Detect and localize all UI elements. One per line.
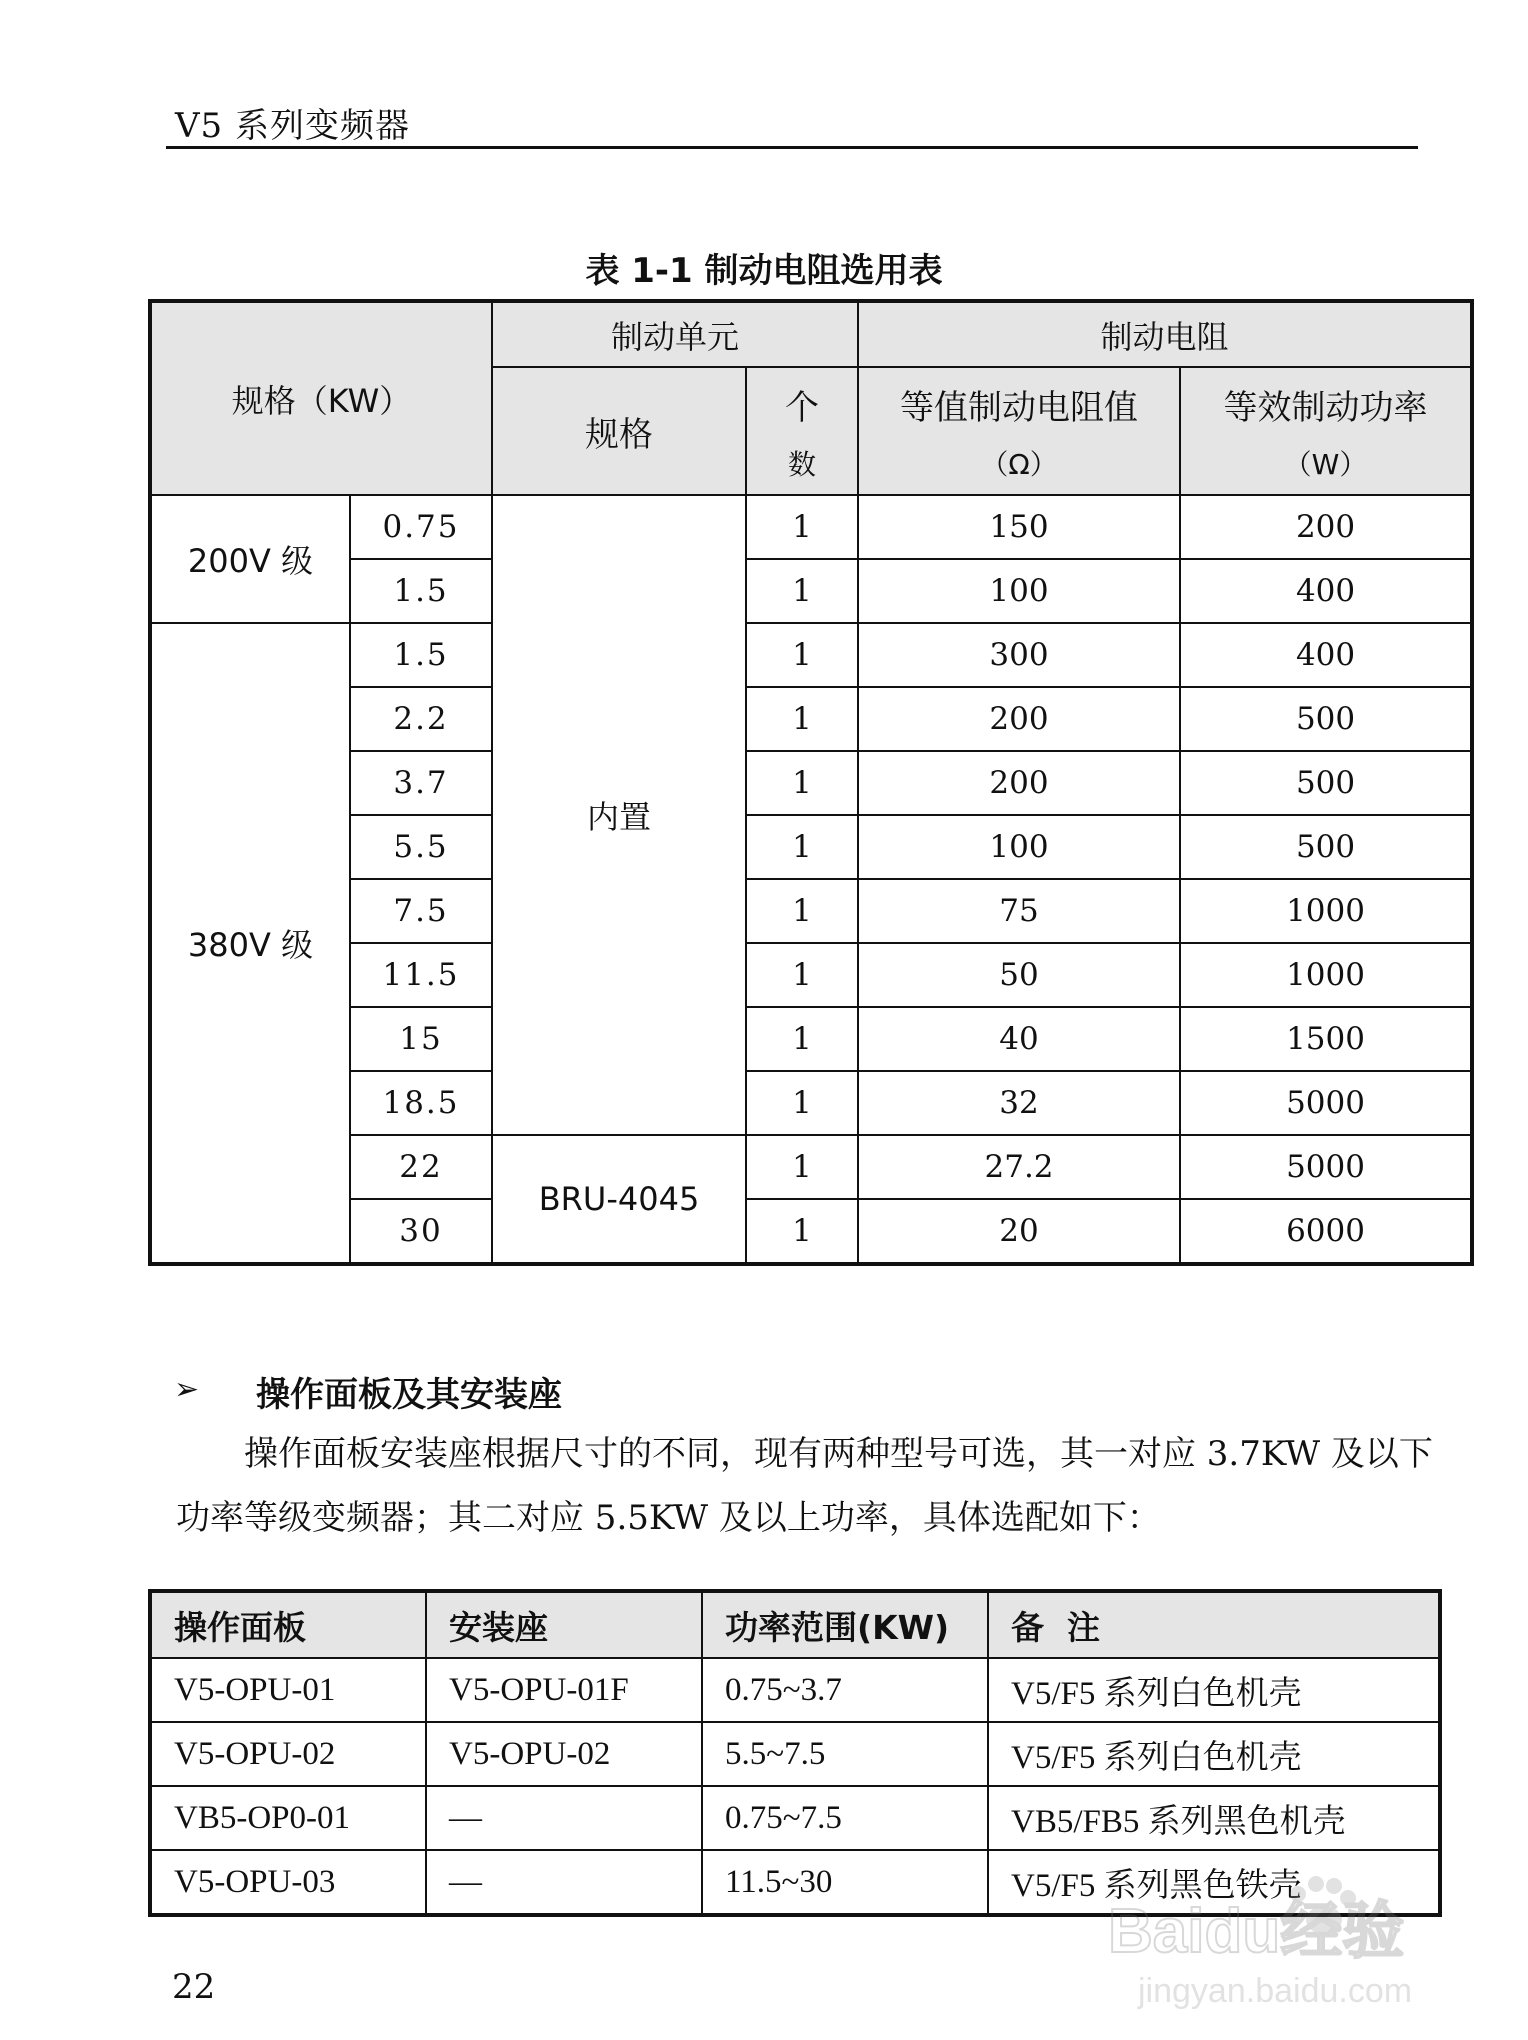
resistance-cell: 100 bbox=[858, 559, 1180, 623]
remark-cell: VB5/FB5 系列黑色机壳 bbox=[988, 1786, 1440, 1850]
kw-cell: 3.7 bbox=[350, 751, 492, 815]
resistance-cell: 200 bbox=[858, 751, 1180, 815]
resistance-cell: 27.2 bbox=[858, 1135, 1180, 1199]
power-cell: 1000 bbox=[1180, 879, 1472, 943]
unit-builtin: 内置 bbox=[492, 495, 746, 1135]
grade-380v: 380V 级 bbox=[150, 623, 350, 1264]
power-cell: 6000 bbox=[1180, 1199, 1472, 1264]
power-cell: 200 bbox=[1180, 495, 1472, 559]
resistance-cell: 300 bbox=[858, 623, 1180, 687]
count-cell: 1 bbox=[746, 495, 858, 559]
count-cell: 1 bbox=[746, 815, 858, 879]
unit-bru: BRU-4045 bbox=[492, 1135, 746, 1264]
kw-cell: 11.5 bbox=[350, 943, 492, 1007]
paragraph-text: 操作面板安装座根据尺寸的不同，现有两种型号可选，其一对应 3.7KW 及以下功率等级变频器；其二对应 5.5KW 及以上功率，具体选配如下： bbox=[176, 1434, 1433, 1538]
count-cell: 1 bbox=[746, 1071, 858, 1135]
power-cell: 500 bbox=[1180, 751, 1472, 815]
power-cell: 5000 bbox=[1180, 1071, 1472, 1135]
count-cell: 1 bbox=[746, 943, 858, 1007]
header-power bbox=[1180, 367, 1472, 495]
header-power-line1: 等效制动功率 bbox=[1223, 387, 1428, 428]
kw-cell: 1.5 bbox=[350, 623, 492, 687]
count-cell: 1 bbox=[746, 879, 858, 943]
header-brake-unit: 制动单元 bbox=[492, 301, 858, 367]
kw-cell: 7.5 bbox=[350, 879, 492, 943]
panel-cell: V5-OPU-03 bbox=[150, 1850, 426, 1915]
count-cell: 1 bbox=[746, 687, 858, 751]
watermark-brand: Baidu经验 bbox=[1108, 1897, 1405, 1966]
kw-cell: 0.75 bbox=[350, 495, 492, 559]
remark-cell: V5/F5 系列白色机壳 bbox=[988, 1658, 1440, 1722]
table-row bbox=[150, 1722, 1440, 1786]
baidu-jingyan-watermark bbox=[1098, 1862, 1458, 2012]
panel-cell: V5-OPU-01 bbox=[150, 1658, 426, 1722]
power-cell: 1500 bbox=[1180, 1007, 1472, 1071]
resistance-cell: 32 bbox=[858, 1071, 1180, 1135]
power-cell: 500 bbox=[1180, 687, 1472, 751]
count-cell: 1 bbox=[746, 623, 858, 687]
table-row bbox=[150, 1786, 1440, 1850]
header-count bbox=[746, 367, 858, 495]
count-cell: 1 bbox=[746, 1135, 858, 1199]
header-power-range: 功率范围(KW) bbox=[702, 1591, 988, 1658]
bullet-arrow-icon: ➢ bbox=[174, 1372, 200, 1407]
kw-cell: 1.5 bbox=[350, 559, 492, 623]
resistance-cell: 50 bbox=[858, 943, 1180, 1007]
power-range-cell: 0.75~3.7 bbox=[702, 1658, 988, 1722]
header-count-line1: 个 bbox=[785, 387, 819, 428]
header-rule bbox=[166, 146, 1418, 149]
kw-cell: 30 bbox=[350, 1199, 492, 1264]
kw-cell: 18.5 bbox=[350, 1071, 492, 1135]
page-number: 22 bbox=[172, 1967, 216, 2007]
resistance-cell: 150 bbox=[858, 495, 1180, 559]
panel-cell: V5-OPU-02 bbox=[150, 1722, 426, 1786]
running-header: V5 系列变频器 bbox=[175, 106, 410, 146]
brake-resistor-table bbox=[148, 299, 1474, 1266]
header-brake-resistor: 制动电阻 bbox=[858, 301, 1472, 367]
count-cell: 1 bbox=[746, 751, 858, 815]
header-panel: 操作面板 bbox=[150, 1591, 426, 1658]
mount-cell: V5-OPU-01F bbox=[426, 1658, 702, 1722]
watermark-url: jingyan.baidu.com bbox=[1138, 1972, 1413, 2010]
header-resistance-line2: （Ω） bbox=[980, 447, 1058, 481]
header-count-line2: 数 bbox=[788, 447, 817, 481]
table-caption: 表 1-1 制动电阻选用表 bbox=[585, 251, 943, 291]
kw-cell: 22 bbox=[350, 1135, 492, 1199]
count-cell: 1 bbox=[746, 1007, 858, 1071]
power-cell: 500 bbox=[1180, 815, 1472, 879]
resistance-cell: 75 bbox=[858, 879, 1180, 943]
power-range-cell: 5.5~7.5 bbox=[702, 1722, 988, 1786]
mount-cell: — bbox=[426, 1786, 702, 1850]
header-resistance bbox=[858, 367, 1180, 495]
power-range-cell: 0.75~7.5 bbox=[702, 1786, 988, 1850]
power-cell: 400 bbox=[1180, 623, 1472, 687]
header-remark: 备 注 bbox=[988, 1591, 1440, 1658]
table-row bbox=[150, 623, 1472, 687]
header-resistance-line1: 等值制动电阻值 bbox=[900, 387, 1139, 428]
power-cell: 400 bbox=[1180, 559, 1472, 623]
mount-cell: V5-OPU-02 bbox=[426, 1722, 702, 1786]
mount-cell: — bbox=[426, 1850, 702, 1915]
table-row bbox=[150, 1658, 1440, 1722]
panel-cell: VB5-OP0-01 bbox=[150, 1786, 426, 1850]
kw-cell: 15 bbox=[350, 1007, 492, 1071]
resistance-cell: 100 bbox=[858, 815, 1180, 879]
resistance-cell: 20 bbox=[858, 1199, 1180, 1264]
section-title: 操作面板及其安装座 bbox=[256, 1375, 562, 1415]
count-cell: 1 bbox=[746, 1199, 858, 1264]
kw-cell: 5.5 bbox=[350, 815, 492, 879]
grade-200v: 200V 级 bbox=[150, 495, 350, 623]
resistance-cell: 40 bbox=[858, 1007, 1180, 1071]
header-unit-spec: 规格 bbox=[492, 367, 746, 495]
header-mount: 安装座 bbox=[426, 1591, 702, 1658]
remark-cell: V5/F5 系列白色机壳 bbox=[988, 1722, 1440, 1786]
resistance-cell: 200 bbox=[858, 687, 1180, 751]
header-power-line2: （W） bbox=[1283, 447, 1368, 481]
section-paragraph bbox=[176, 1422, 1446, 1550]
table-row bbox=[150, 495, 1472, 559]
kw-cell: 2.2 bbox=[350, 687, 492, 751]
remark-cell: V5/F5 系列黑色铁壳 bbox=[988, 1850, 1440, 1915]
count-cell: 1 bbox=[746, 559, 858, 623]
power-cell: 5000 bbox=[1180, 1135, 1472, 1199]
power-range-cell: 11.5~30 bbox=[702, 1850, 988, 1915]
power-cell: 1000 bbox=[1180, 943, 1472, 1007]
header-spec: 规格（KW） bbox=[150, 301, 492, 495]
